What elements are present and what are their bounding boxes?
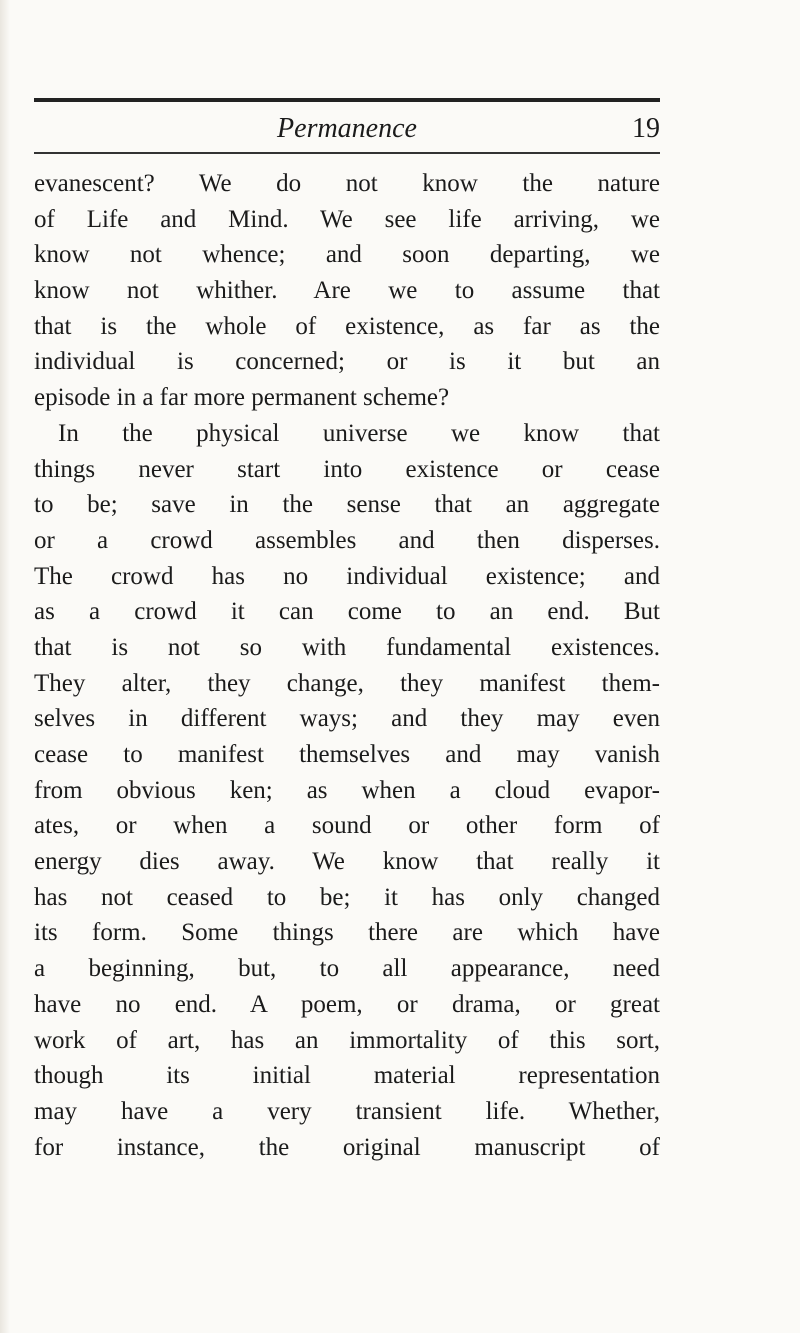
header-top-rule [34, 98, 660, 102]
text-line: evanescent? We do not know the nature [34, 170, 660, 197]
text-line: may have a very transient life. Whether, [34, 1097, 660, 1125]
text-line: ates, or when a sound or other form of [34, 812, 660, 840]
running-head [34, 108, 660, 152]
text-line: things never start into existence or cease [34, 455, 660, 483]
text-line: individual is concerned; or is it but an [34, 348, 660, 376]
text-line: know not whence; and soon departing, we [34, 241, 660, 269]
running-title: Permanence [277, 113, 417, 144]
text-line: have no end. A poem, or drama, or great [34, 990, 660, 1018]
body-text [34, 166, 660, 1165]
text-line: They alter, they change, they manifest them- [34, 669, 660, 697]
text-line: episode in a far more permanent scheme? [34, 384, 450, 412]
text-line: a beginning, but, to all appearance, need [34, 955, 660, 983]
text-line: that is not so with fundamental existences. [34, 633, 660, 661]
text-line: know not whither. Are we to assume that [34, 277, 660, 305]
text-line: or a crowd assembles and then disperses. [34, 526, 660, 554]
text-line: for instance, the original manuscript of [34, 1133, 660, 1161]
text-line: that is the whole of existence, as far as the [34, 312, 660, 340]
text-line: selves in different ways; and they may even [34, 705, 660, 733]
text-line: of Life and Mind. We see life arriving, we [34, 205, 660, 233]
text-line: as a crowd it can come to an end. But [34, 598, 660, 626]
text-line: has not ceased to be; it has only changed [34, 883, 660, 911]
text-line: work of art, has an immortality of this sort, [34, 1026, 660, 1054]
page-number: 19 [632, 113, 660, 144]
text-line: cease to manifest themselves and may vanish [34, 741, 660, 768]
text-line: its form. Some things there are which have [34, 919, 660, 947]
text-line: In the physical universe we know that [58, 419, 660, 447]
text-line: energy dies away. We know that really it [34, 848, 660, 876]
text-line: The crowd has no individual existence; and [34, 562, 660, 590]
text-line: to be; save in the sense that an aggregate [34, 491, 660, 519]
header-bottom-rule [34, 152, 660, 154]
text-line: from obvious ken; as when a cloud evapor- [34, 776, 660, 804]
page-gutter-shadow [0, 0, 10, 1333]
text-line: though its initial material representation [34, 1062, 660, 1090]
